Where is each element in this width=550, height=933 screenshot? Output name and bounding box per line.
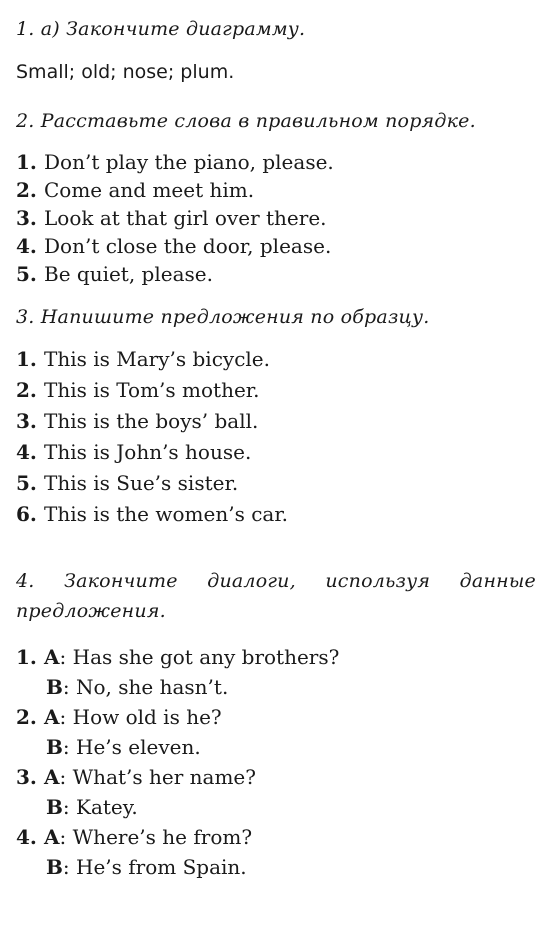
list-item <box>16 232 536 260</box>
speaker-a-text: : Where’s he from? <box>59 825 253 849</box>
dialog-item <box>16 642 536 702</box>
speaker-b-text: : He’s from Spain. <box>62 855 247 879</box>
dialog-line-a <box>16 702 536 732</box>
dialog-line-b <box>16 792 536 822</box>
item-text: This is Mary’s bicycle. <box>44 347 270 371</box>
dialog-line-a <box>16 822 536 852</box>
speaker-b-label: B <box>46 735 63 759</box>
speaker-b-text: : Katey. <box>62 795 138 819</box>
list-item <box>16 437 536 468</box>
speaker-b-label: B <box>46 855 63 879</box>
item-number: 1. <box>16 645 37 669</box>
task1-heading: 1. а) Закончите диаграмму. <box>16 18 306 40</box>
task2-list <box>16 148 536 288</box>
item-number: 5. <box>16 471 37 495</box>
dialog-item <box>16 702 536 762</box>
dialog-item <box>16 762 536 822</box>
dialog-line-b <box>16 732 536 762</box>
item-text: This is the boys’ ball. <box>44 409 259 433</box>
task1-answer: Small; old; nose; plum. <box>16 61 235 83</box>
task2-heading: 2. Расставьте слова в правильном порядке. <box>16 110 476 132</box>
list-item <box>16 176 536 204</box>
item-number: 3. <box>16 765 37 789</box>
speaker-a-label: A <box>44 765 60 789</box>
item-number: 2. <box>16 705 37 729</box>
item-text: Look at that girl over there. <box>44 206 327 230</box>
item-number: 5. <box>16 262 37 286</box>
list-item <box>16 148 536 176</box>
task4-heading: 4. Закончите диалоги, используя данные предложения. <box>16 570 536 622</box>
item-number: 4. <box>16 234 37 258</box>
list-item <box>16 204 536 232</box>
item-number: 2. <box>16 178 37 202</box>
item-number: 4. <box>16 440 37 464</box>
item-number: 4. <box>16 825 37 849</box>
dialog-item <box>16 822 536 882</box>
item-text: This is Tom’s mother. <box>44 378 260 402</box>
task3-list <box>16 344 536 530</box>
list-item <box>16 499 536 530</box>
speaker-b-text: : He’s eleven. <box>62 735 201 759</box>
item-number: 2. <box>16 378 37 402</box>
item-number: 1. <box>16 150 37 174</box>
item-text: This is the women’s car. <box>44 502 289 526</box>
speaker-b-label: B <box>46 675 63 699</box>
item-number: 3. <box>16 409 37 433</box>
list-item <box>16 468 536 499</box>
speaker-b-label: B <box>46 795 63 819</box>
speaker-b-text: : No, she hasn’t. <box>62 675 229 699</box>
list-item <box>16 406 536 437</box>
speaker-a-label: A <box>44 645 60 669</box>
list-item <box>16 375 536 406</box>
speaker-a-text: : Has she got any brothers? <box>59 645 340 669</box>
item-text: This is John’s house. <box>44 440 252 464</box>
item-text: Don’t close the door, please. <box>44 234 332 258</box>
speaker-a-label: A <box>44 705 60 729</box>
task4-dialogs <box>16 642 536 882</box>
item-number: 6. <box>16 502 37 526</box>
task3-heading: 3. Напишите предложения по образцу. <box>16 306 430 328</box>
item-text: Come and meet him. <box>44 178 255 202</box>
dialog-line-a <box>16 642 536 672</box>
answers-page <box>16 14 536 882</box>
list-item <box>16 344 536 375</box>
speaker-a-text: : What’s her name? <box>59 765 256 789</box>
item-text: Be quiet, please. <box>44 262 213 286</box>
dialog-line-b <box>16 672 536 702</box>
list-item <box>16 260 536 288</box>
item-text: This is Sue’s sister. <box>44 471 239 495</box>
item-text: Don’t play the piano, please. <box>44 150 334 174</box>
item-number: 3. <box>16 206 37 230</box>
dialog-line-a <box>16 762 536 792</box>
item-number: 1. <box>16 347 37 371</box>
speaker-a-label: A <box>44 825 60 849</box>
dialog-line-b <box>16 852 536 882</box>
speaker-a-text: : How old is he? <box>59 705 222 729</box>
